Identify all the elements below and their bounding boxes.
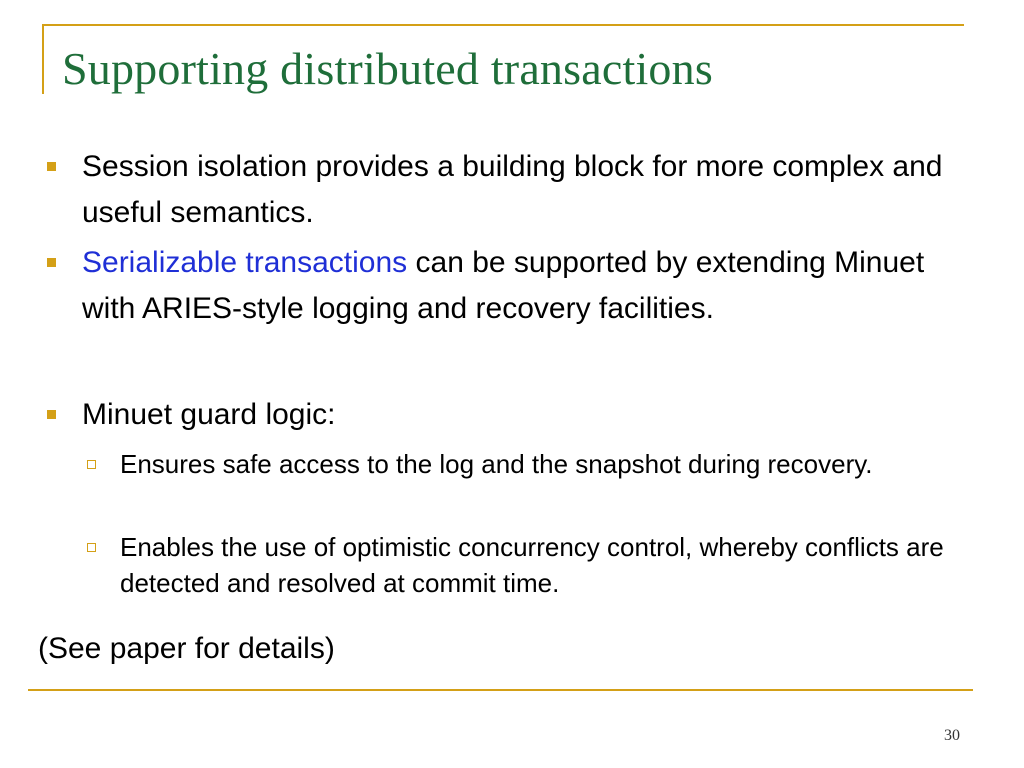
details-note: (See paper for details) bbox=[38, 632, 335, 665]
serializable-transactions-link[interactable]: Serializable transactions bbox=[82, 246, 408, 279]
hollow-square-bullet-icon bbox=[87, 543, 96, 552]
square-bullet-icon bbox=[47, 410, 56, 419]
frame-top-line bbox=[42, 24, 964, 26]
footer-line bbox=[28, 689, 973, 691]
sub-bullet-1-text: Ensures safe access to the log and the snapshot during recovery. bbox=[120, 449, 873, 479]
sub-bullet-2-text: Enables the use of optimistic concurrency control, whereby conflicts are detected and resolved at commit time. bbox=[120, 532, 944, 598]
bullet-3 bbox=[82, 392, 962, 438]
frame-left-line bbox=[42, 24, 44, 94]
sub-bullet-2 bbox=[120, 529, 950, 601]
bullet-1-text: Session isolation provides a building block for more complex and useful semantics. bbox=[82, 150, 943, 229]
page-number: 30 bbox=[944, 727, 960, 744]
bullet-2 bbox=[82, 240, 962, 332]
square-bullet-icon bbox=[47, 258, 56, 267]
bullet-1 bbox=[82, 144, 962, 236]
hollow-square-bullet-icon bbox=[87, 460, 96, 469]
bullet-2-text: can be supported by extending Minuet with ARIES-style logging and recovery facilities. bbox=[82, 246, 925, 325]
sub-bullet-1 bbox=[120, 446, 950, 482]
bullet-3-text: Minuet guard logic: bbox=[82, 398, 336, 431]
square-bullet-icon bbox=[47, 162, 56, 171]
slide-title: Supporting distributed transactions bbox=[62, 43, 713, 94]
